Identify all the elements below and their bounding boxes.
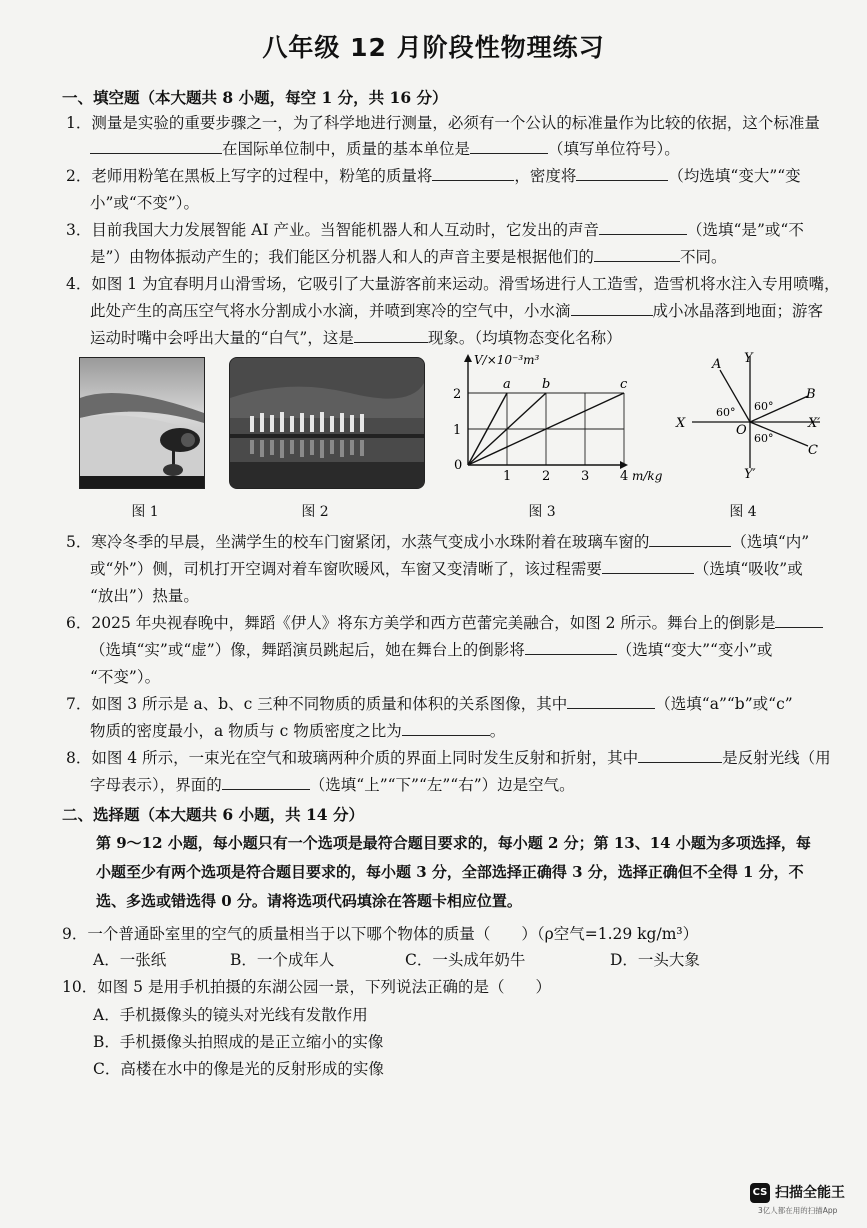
figure-3-mass-volume-chart <box>432 350 672 490</box>
figure-4-light-ray-diagram <box>670 350 830 480</box>
chart-origin-label: 0 <box>454 458 463 473</box>
fig4-label-b: B <box>806 387 816 402</box>
q5-blank-2[interactable] <box>602 559 694 574</box>
q3-line-1: 3．目前我国大力发展智能 AI 产业。当智能机器人和人互动时，它发出的声音 （选填“是”或“不 <box>66 221 804 239</box>
q5-line-3: “放出”）热量。 <box>90 587 199 605</box>
chart-y-axis-arrow <box>464 354 472 362</box>
fig4-label-c: C <box>808 443 818 458</box>
q9-option-d[interactable]: D．一头大象 <box>610 951 700 969</box>
fig4-angle-left: 60° <box>716 406 736 419</box>
q3-blank-2[interactable] <box>594 247 680 262</box>
q7-blank-1[interactable] <box>567 694 655 709</box>
q4-blank-2[interactable] <box>354 328 428 343</box>
camscanner-logo-icon: CS <box>750 1183 770 1203</box>
q5-line-2: 或“外”）侧，司机打开空调对着车窗吹暖风，车窗又变清晰了，该过程需要 （选填“吸收”或 <box>90 560 803 578</box>
q5-line-1: 5．寒冷冬季的早晨，坐满学生的校车门窗紧闭，水蒸气变成小水珠附着在玻璃车窗的 （选填“内” <box>66 533 810 551</box>
chart-y-tick-label: 1 <box>453 423 462 438</box>
fig4-label-x: X <box>676 416 686 431</box>
figure-2-dance-stage-photo <box>229 357 425 489</box>
figure-2-caption: 图 2 <box>301 504 329 520</box>
chart-x-tick-label: 4 <box>620 469 629 484</box>
chart-x-tick-label: 2 <box>542 469 551 484</box>
fig4-label-o: O <box>736 423 747 438</box>
q7-line-1: 7．如图 3 所示是 a、b、c 三种不同物质的质量和体积的关系图像，其中 （选填“a”“b”或“c” <box>66 695 793 713</box>
fig4-angle-upper-right: 60° <box>754 400 774 413</box>
q6-blank-1[interactable] <box>775 613 823 628</box>
fig4-angle-lower-right: 60° <box>754 432 774 445</box>
q4-blank-1[interactable] <box>571 301 653 316</box>
q3-line-2: 是”）由物体振动产生的；我们能区分机器人和人的声音主要是根据他们的 不同。 <box>90 248 727 266</box>
q7-blank-2[interactable] <box>402 721 490 736</box>
q9-option-c[interactable]: C．一头成年奶牛 <box>405 951 526 969</box>
section-2-instructions-2: 小题至少有两个选项是符合题目要求的，每小题 3 分，全部选择正确得 3 分，选择正确但不全得 1 分，不 <box>96 863 804 881</box>
figure-1-ski-resort-photo <box>79 357 205 489</box>
q8-line-1: 8．如图 4 所示，一束光在空气和玻璃两种介质的界面上同时发生反射和折射，其中 是反射光线（用 <box>66 749 831 767</box>
q6-line-2: （选填“实”或“虚”）像，舞蹈演员跳起后，她在舞台上的倒影将 （选填“变大”“变小”或 <box>90 641 773 659</box>
chart-x-axis-label: m/kg <box>632 469 663 483</box>
figure-3-caption: 图 3 <box>528 504 556 520</box>
chart-y-axis-label: V/×10⁻³m³ <box>474 353 540 367</box>
chart-series-label-b: b <box>542 377 551 392</box>
chart-x-tick-label: 3 <box>581 469 590 484</box>
q1-line-2: 在国际单位制中，质量的基本单位是 （填写单位符号）。 <box>90 137 680 159</box>
camscanner-tagline: 3亿人都在用的扫描App <box>758 1206 838 1215</box>
q4-line-3: 运动时嘴中会呼出大量的“白气”，这是 现象。（均填物态变化名称） <box>90 329 622 347</box>
page-title: 八年级 12 月阶段性物理练习 <box>262 33 605 62</box>
q2-line-2: 小”或“不变”）。 <box>90 194 200 212</box>
q2-blank-1[interactable] <box>432 166 514 181</box>
q1-blank-1[interactable] <box>90 139 222 154</box>
q6-line-1: 6．2025 年央视春晚中，舞蹈《伊人》将东方美学和西方芭蕾完美融合，如图 2 所示。舞台上的倒影是 <box>66 611 823 633</box>
q10-option-c[interactable]: C．高楼在水中的像是光的反射形成的实像 <box>93 1060 384 1078</box>
q7-line-2: 物质的密度最小，a 物质与 c 物质密度之比为 。 <box>90 722 506 740</box>
q10-option-a[interactable]: A．手机摄像头的镜头对光线有发散作用 <box>93 1006 368 1024</box>
q3-blank-1[interactable] <box>599 220 687 235</box>
chart-y-tick-label: 2 <box>453 387 462 402</box>
q8-line-2: 字母表示），界面的 （选填“上”“下”“左”“右”）边是空气。 <box>90 776 575 794</box>
fig4-label-a: A <box>712 357 722 372</box>
q9-option-a[interactable]: A．一张纸 <box>93 951 167 969</box>
q4-line-2: 此处产生的高压空气将水分割成小水滴，并喷到寒冷的空气中，小水滴 成小冰晶落到地面；游客 <box>90 302 824 320</box>
q8-blank-2[interactable] <box>222 775 310 790</box>
section-2-instructions-3: 选、多选或错选得 0 分。请将选项代码填涂在答题卡相应位置。 <box>96 892 522 910</box>
q10-option-b[interactable]: B．手机摄像头拍照成的是正立缩小的实像 <box>93 1033 384 1051</box>
q9-stem: 9．一个普通卧室里的空气的质量相当于以下哪个物体的质量（ ）（ρ空气=1.29 kg/m³） <box>62 925 699 943</box>
q9-option-b[interactable]: B．一个成年人 <box>230 951 335 969</box>
q1-blank-2[interactable] <box>470 139 548 154</box>
q1-line-1: 1．测量是实验的重要步骤之一，为了科学地进行测量，必须有一个公认的标准量作为比较的依据，这个标准量 <box>66 114 820 132</box>
q6-line-3: “不变”）。 <box>90 668 161 686</box>
chart-series-label-a: a <box>503 377 511 392</box>
q2-line-1: 2．老师用粉笔在黑板上写字的过程中，粉笔的质量将 ，密度将 （均选填“变大”“变 <box>66 167 801 185</box>
figure-4-caption: 图 4 <box>729 504 757 520</box>
figure-1-caption: 图 1 <box>131 504 159 520</box>
q6-blank-2[interactable] <box>525 640 617 655</box>
section-2-header: 二、选择题（本大题共 6 小题，共 14 分） <box>62 805 364 824</box>
camscanner-name: 扫描全能王 <box>775 1185 845 1201</box>
fig4-label-y-prime: Y′ <box>744 467 756 480</box>
section-2-instructions-1: 第 9～12 小题，每小题只有一个选项是最符合题目要求的，每小题 2 分；第 13、14 小题为多项选择，每 <box>96 834 811 852</box>
fig4-label-x-prime: X′ <box>808 416 821 431</box>
q4-line-1: 4．如图 1 为宜春明月山滑雪场，它吸引了大量游客前来运动。滑雪场进行人工造雪，造雪机将水注入专用喷嘴， <box>66 275 840 293</box>
q5-blank-1[interactable] <box>649 532 731 547</box>
chart-series-label-c: c <box>620 377 628 392</box>
fig4-label-y: Y <box>744 351 753 366</box>
q2-blank-2[interactable] <box>576 166 668 181</box>
q10-stem: 10．如图 5 是用手机拍摄的东湖公园一景，下列说法正确的是（ ） <box>62 978 551 996</box>
q8-blank-1[interactable] <box>638 748 722 763</box>
chart-x-tick-label: 1 <box>503 469 512 484</box>
section-1-header: 一、填空题（本大题共 8 小题，每空 1 分，共 16 分） <box>62 88 448 107</box>
